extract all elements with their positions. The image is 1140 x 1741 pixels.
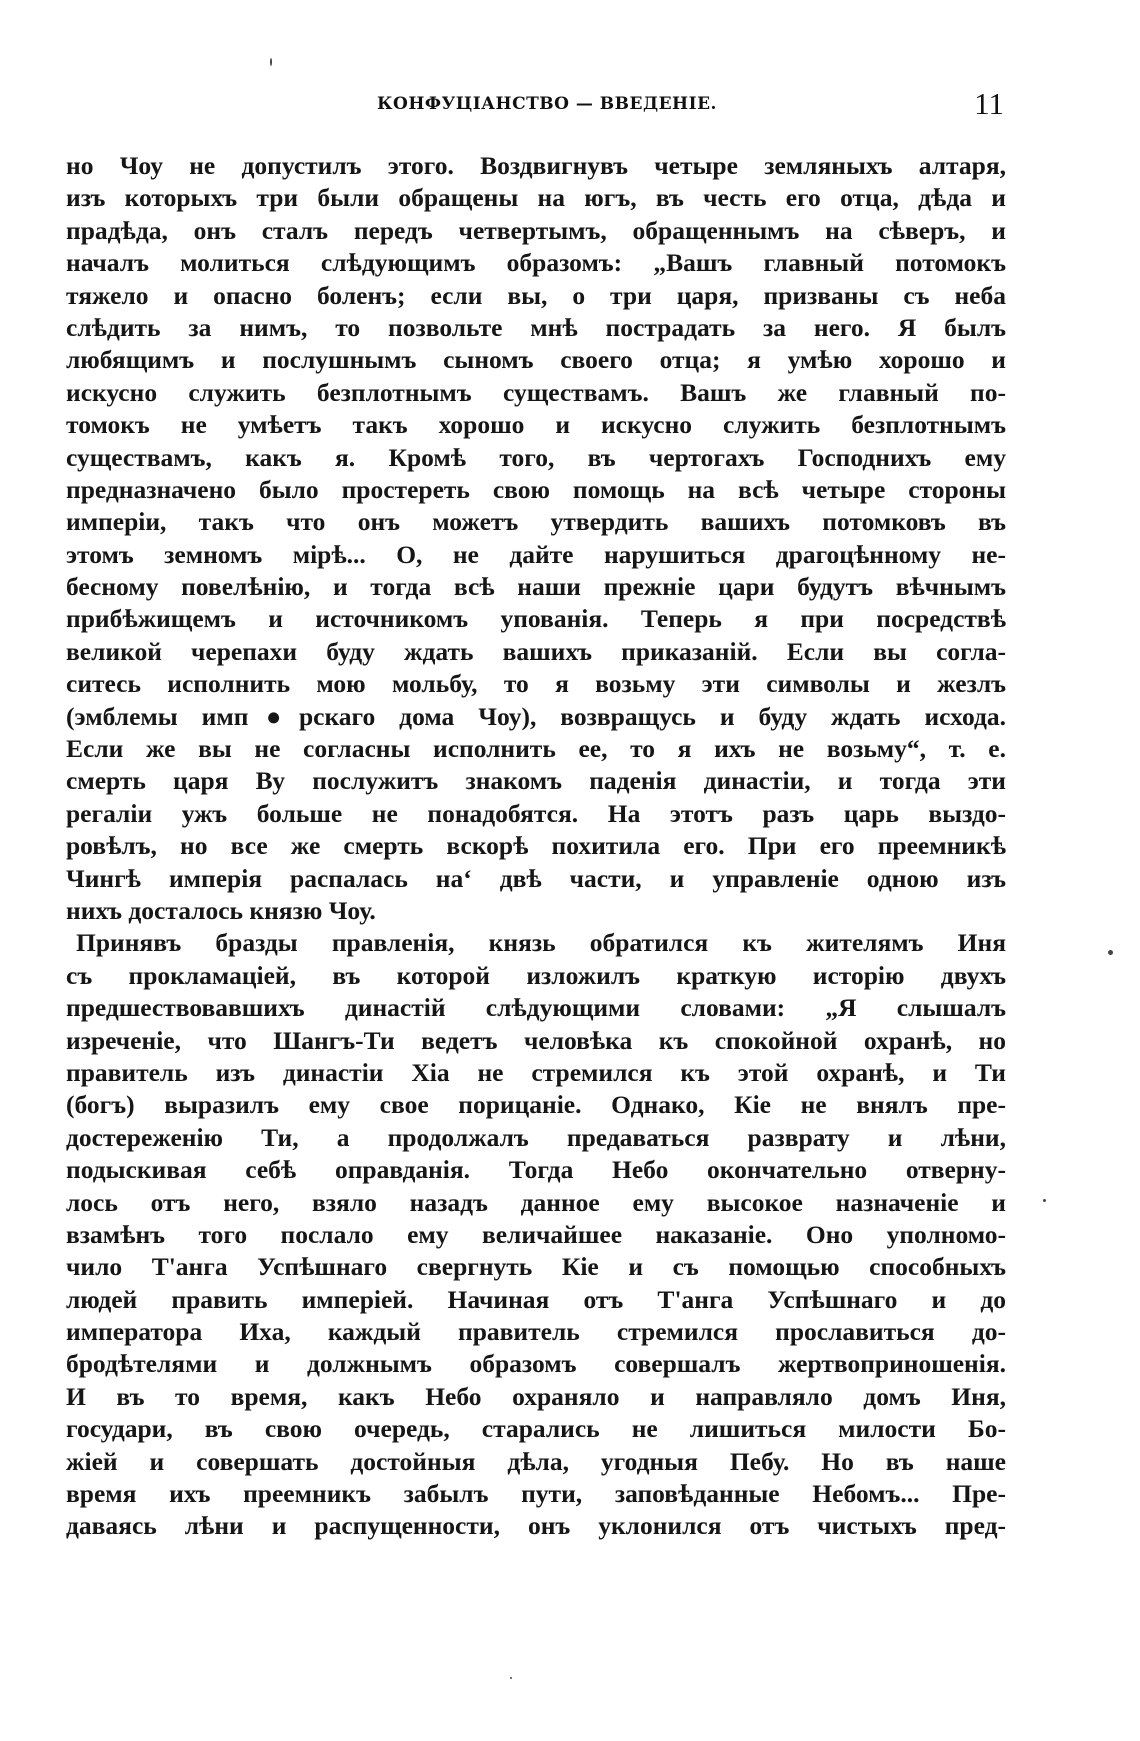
paragraph-1 xyxy=(66,150,1006,927)
text-line: прадѣда, онъ сталъ передъ четвертымъ, обращеннымъ на сѣверъ, и xyxy=(66,215,1006,245)
text-line: изъ которыхъ три были обращены на югъ, въ честь его отца, дѣда и xyxy=(66,183,1006,213)
text-line: достереженію Ти, а продолжалъ предаваться разврату и лѣни, xyxy=(66,1122,1006,1152)
text-line: императора Иха, каждый правитель стремился прославиться до- xyxy=(66,1317,1006,1347)
text-line: предшествовавшихъ династій слѣдующими словами: „Я слышалъ xyxy=(66,993,1006,1023)
text-line: Если же вы не согласны исполнить ее, то я ихъ не возьму“, т. е. xyxy=(66,734,1006,764)
page-number: 11 xyxy=(974,86,1004,121)
text-line: ровѣлъ, но все же смерть вскорѣ похитила его. При его преемникѣ xyxy=(66,831,1006,861)
body-text xyxy=(66,150,1006,1543)
text-line: прибѣжищемъ и источникомъ упованія. Теперь я при посредствѣ xyxy=(66,604,1006,634)
text-line: бесному повелѣнію, и тогда всѣ наши прежніе цари будутъ вѣчнымъ xyxy=(66,572,1006,602)
text-line: слѣдить за нимъ, то позвольте мнѣ пострадать за него. Я былъ xyxy=(66,312,1006,342)
ink-speck xyxy=(1108,950,1113,955)
text-line: томокъ не умѣетъ такъ хорошо и искусно служить безплотнымъ xyxy=(66,410,1006,440)
text-line: ситесь исполнить мою мольбу, то я возьму эти символы и жезлъ xyxy=(66,669,1006,699)
text-line: лось отъ него, взяло назадъ данное ему высокое назначеніе и xyxy=(66,1187,1006,1217)
text-line: изреченіе, что Шангъ-Ти ведетъ человѣка къ спокойной охранѣ, но xyxy=(66,1025,1006,1055)
text-line: подыскивая себѣ оправданія. Тогда Небо окончательно отверну- xyxy=(66,1155,1006,1185)
text-line: существамъ, какъ я. Кромѣ того, въ чертогахъ Господнихъ ему xyxy=(66,442,1006,472)
text-line: (эмблемы имп●рскаго дома Чоу), возвращусь и буду ждать исхода. xyxy=(66,701,1006,731)
running-header xyxy=(90,84,1004,120)
text-line: великой черепахи буду ждать вашихъ приказаній. Если вы согла- xyxy=(66,636,1006,666)
text-line: чило Т'анга Успѣшнаго свергнуть Кіе и съ помощью способныхъ xyxy=(66,1252,1006,1282)
text-line: жіей и совершать достойныя дѣла, угодныя Пебу. Но въ наше xyxy=(66,1446,1006,1476)
text-line: но Чоу не допустилъ этого. Воздвигнувъ четыре земляныхъ алтаря, xyxy=(66,151,1006,180)
text-line: даваясь лѣни и распущенности, онъ уклонился отъ чистыхъ пред- xyxy=(66,1511,1006,1541)
text-line: Принявъ бразды правленія, князь обратился къ жителямъ Иня xyxy=(76,928,1006,958)
ink-speck xyxy=(510,1677,512,1679)
text-line: правитель изъ династіи Хіа не стремился къ этой охранѣ, и Ти xyxy=(66,1057,1006,1087)
text-line: бродѣтелями и должнымъ образомъ совершалъ жертвоприношенія. xyxy=(66,1349,1006,1379)
text-line: любящимъ и послушнымъ сыномъ своего отца; я умѣю хорошо и xyxy=(66,345,1006,375)
text-line: (богъ) выразилъ ему свое порицаніе. Однако, Кіе не внялъ пре- xyxy=(66,1090,1006,1120)
text-line: съ прокламаціей, въ которой изложилъ краткую исторію двухъ xyxy=(66,960,1006,990)
text-line: тяжело и опасно боленъ; если вы, о три царя, призваны съ неба xyxy=(66,280,1006,310)
text-line: этомъ земномъ мірѣ... О, не дайте нарушиться драгоцѣнному не- xyxy=(66,539,1006,569)
text-line: имперіи, такъ что онъ можетъ утвердить вашихъ потомковъ въ xyxy=(66,507,1006,537)
text-line: нихъ досталось князю Чоу. xyxy=(66,895,376,925)
text-line: предназначено было простереть свою помощь на всѣ четыре стороны xyxy=(66,474,1006,504)
text-line: людей править имперіей. Начиная отъ Т'анга Успѣшнаго и до xyxy=(66,1284,1006,1314)
text-line: регаліи ужъ больше не понадобятся. На этотъ разъ царь выздо- xyxy=(66,798,1006,828)
text-line: время ихъ преемникъ забылъ пути, заповѣданные Небомъ... Пре- xyxy=(66,1479,1006,1509)
text-line: искусно служить безплотнымъ существамъ. Вашъ же главный по- xyxy=(66,377,1006,407)
ink-speck xyxy=(270,58,272,66)
text-line: государи, въ свою очередь, старались не лишиться милости Бо- xyxy=(66,1414,1006,1444)
text-line: взамѣнъ того послало ему величайшее наказаніе. Оно уполномо- xyxy=(66,1219,1006,1249)
text-line: Чингѣ имперія распалась на‘ двѣ части, и управленіе одною изъ xyxy=(66,863,1006,893)
text-line: И въ то время, какъ Небо охраняло и направляло домъ Иня, xyxy=(66,1381,1006,1411)
ink-speck xyxy=(1043,1199,1046,1202)
text-line: смерть царя Ву послужитъ знакомъ паденія династіи, и тогда эти xyxy=(66,766,1006,796)
running-title: КОНФУЦІАНСТВО — ВВЕДЕНІЕ. xyxy=(377,94,717,114)
text-line: началъ молиться слѣдующимъ образомъ: „Вашъ главный потомокъ xyxy=(66,248,1006,278)
paragraph-2 xyxy=(66,927,1006,1542)
